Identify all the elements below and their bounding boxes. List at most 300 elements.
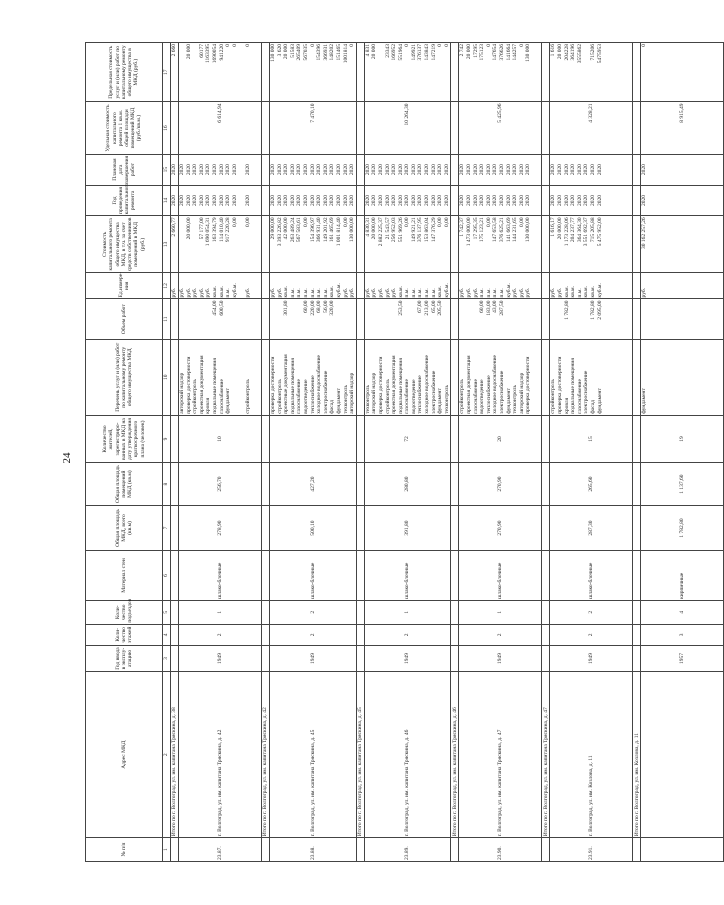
- empty-cell: [262, 43, 270, 102]
- cost-list-line: 1 742,37: [459, 217, 466, 237]
- unit-list-line: кв.м.: [437, 285, 444, 298]
- limit-list-line: 154396: [316, 44, 323, 61]
- work-list-line: фасад: [329, 400, 336, 414]
- cost-list-line: 149 921,21: [410, 217, 417, 243]
- volume-list-line: 68,00: [316, 300, 323, 313]
- unit-list-line: кв.м.: [570, 285, 577, 298]
- floor-count: 3: [641, 624, 724, 645]
- volume-list-line: [385, 300, 392, 337]
- limit-list-line: 0: [437, 44, 444, 47]
- empty-cell: [451, 273, 459, 299]
- limit-list-line: 166952: [391, 44, 398, 61]
- building-row: [550, 43, 633, 862]
- total-area: 278,90: [179, 505, 262, 550]
- cost-list-line: 715 205,88: [590, 217, 596, 243]
- column-header: Коли-чество подъездов: [86, 600, 163, 624]
- floor-count: 2: [270, 624, 357, 645]
- empty-cell: [356, 273, 364, 299]
- empty-cell: [356, 624, 364, 645]
- volume-list: [550, 299, 633, 339]
- column-number: 5: [163, 600, 171, 624]
- cost-list-line: 3 393 226,82: [276, 217, 283, 247]
- date-list-line: 2020: [322, 164, 329, 176]
- year-list-line: 2020: [302, 194, 309, 206]
- volume-list-line: [512, 300, 519, 337]
- year-list: [179, 185, 262, 216]
- volume-list-line: 205,50: [437, 300, 444, 316]
- cost-list-line: 153 863,04: [424, 217, 431, 243]
- unit-list-line: кв.м.: [218, 285, 225, 298]
- date-list-line: 2020: [329, 164, 336, 176]
- limit-list-line: 2 742: [459, 44, 466, 57]
- date-list-line: 2020: [316, 164, 323, 176]
- cost-list-line: 175 123,21: [479, 217, 486, 243]
- year-list-line: 2020: [417, 194, 424, 206]
- empty-cell: [262, 339, 270, 415]
- volume-list-line: [371, 300, 378, 337]
- year-list-line: 2020: [512, 194, 519, 206]
- empty-cell: [633, 505, 641, 550]
- unit-list-line: кв.м.: [583, 285, 590, 298]
- empty-cell: [262, 415, 270, 462]
- empty-cell: [262, 216, 270, 273]
- unit-list-line: руб.: [179, 287, 185, 298]
- total-row: [633, 43, 641, 862]
- column-header: Плановая дата завершения работ: [86, 154, 163, 185]
- column-number: 3: [163, 645, 171, 671]
- premises-area: 280,80: [364, 463, 451, 506]
- work-list-line: стройконтроль: [384, 379, 391, 414]
- date-list: [364, 154, 451, 185]
- commission-year: 1949: [179, 645, 262, 671]
- year-list-line: 2020: [505, 194, 512, 206]
- date-list-line: 2020: [518, 164, 525, 176]
- work-list-line: электроснабжение: [430, 370, 437, 414]
- wall-material: шлако-блочные: [459, 551, 542, 601]
- limit-list-line: 20 000: [557, 44, 564, 60]
- year-list: [270, 185, 357, 216]
- volume-list-line: [444, 300, 451, 337]
- cost-list-line: 256 952,03: [391, 217, 398, 243]
- commission-year: 1949: [550, 645, 633, 671]
- cost-list-line: 42 000,00: [283, 217, 290, 240]
- capital-repair-table: [85, 42, 724, 862]
- empty-cell: [451, 154, 459, 185]
- empty-cell: [356, 299, 364, 339]
- column-number: 11: [163, 299, 171, 339]
- total-label: Итого по г. Волгоград, ул. им. капитана Тряскина, д. 38: [171, 672, 179, 838]
- empty-cell: [633, 339, 641, 415]
- total-area: 287,30: [550, 505, 633, 550]
- unit-list-line: [238, 274, 245, 297]
- empty-cell: [451, 505, 459, 550]
- limit-list-line: 17295: [472, 44, 479, 58]
- unit-list-line: руб.: [518, 287, 525, 298]
- work-list-line: газоснабжение: [472, 379, 479, 414]
- empty-cell: [451, 185, 459, 216]
- date-list-line: 2020: [417, 164, 424, 176]
- year-list-line: 2020: [349, 194, 356, 206]
- work-list-line: фундамент: [596, 388, 603, 414]
- cost-list: [641, 216, 724, 273]
- empty-cell: [633, 273, 641, 299]
- work-list-line: проверка достоверности: [557, 356, 564, 414]
- rotated-table-container: [85, 42, 686, 862]
- work-list-line: холодное водоснабжение: [316, 355, 323, 414]
- wall-material: шлако-блочные: [364, 551, 451, 601]
- empty-cell: [451, 838, 459, 862]
- volume-list-line: [349, 300, 356, 337]
- empty-cell: [542, 415, 550, 462]
- empty-cell: [542, 463, 550, 506]
- cost-list: [179, 216, 262, 273]
- date-list-line: 2020: [198, 164, 205, 176]
- cost-list-line: [238, 217, 245, 271]
- unit-list-line: руб.: [349, 287, 356, 298]
- empty-cell: [542, 624, 550, 645]
- empty-cell: [633, 600, 641, 624]
- limit-list-line: 567035: [302, 44, 309, 61]
- work-list-line: холодное водоснабжение: [424, 355, 431, 414]
- resident-count: 15: [550, 415, 633, 462]
- unit-list: [550, 273, 633, 299]
- volume-list-line: 220,00: [309, 300, 316, 316]
- year-list-line: 2020: [479, 194, 486, 206]
- unit-list-line: п.м.: [302, 288, 309, 298]
- work-list-line: газоснабжение: [296, 379, 303, 414]
- empty-cell: [633, 43, 641, 102]
- work-list-line: проектные документация: [283, 354, 290, 414]
- cost-list: [364, 216, 451, 273]
- building-address: г. Волгоград, ул. им. капитана Тряскина, д. 46: [364, 672, 451, 838]
- column-header: Коли-чество этажей: [86, 624, 163, 645]
- total-label: Итого по г. Волгоград, ул. им. капитана Тряскина, д. 42: [262, 672, 270, 838]
- date-list-line: 2020: [479, 164, 486, 176]
- unit-list-line: куб.м.: [231, 283, 238, 298]
- building-address: г. Волгоград, ул. им. капитана Тряскина, д. 42: [179, 672, 262, 838]
- limit-list-line: 0: [349, 44, 356, 47]
- work-list-line: фундамент: [641, 388, 648, 414]
- limit-list-line: 147219: [430, 44, 437, 61]
- row-number: 23.91.: [550, 838, 633, 862]
- unit-list-line: руб.: [270, 287, 276, 298]
- column-header: Перечень услуг и (или) работ по капитальному ремонту общего имущества МКД: [86, 339, 163, 415]
- empty-cell: [542, 102, 550, 154]
- empty-cell: [633, 463, 641, 506]
- unit-list: [270, 273, 357, 299]
- building-address: г. Волгоград, ул. им. капитана Тряскина, д. 47: [459, 672, 542, 838]
- unit-list-line: п.м.: [430, 288, 437, 298]
- work-list-line: техконтроль: [364, 385, 371, 414]
- year-list-line: 2020: [437, 194, 444, 206]
- year-list-line: 2020: [525, 194, 532, 206]
- wall-material: шлако-блочные: [270, 551, 357, 601]
- volume-list-line: [245, 300, 252, 337]
- work-list-line: проверка достоверности: [185, 356, 192, 414]
- work-list-line: фундамент: [335, 388, 342, 414]
- volume-list-line: [225, 300, 232, 337]
- year-list-line: 2020: [225, 194, 232, 206]
- year-list-line: 2020: [459, 194, 466, 206]
- limit-list-line: 0: [244, 44, 251, 47]
- specific-cost: 4 328,21: [550, 102, 633, 154]
- total-limit: 2 660: [171, 43, 179, 102]
- work-list-line: проектная документация: [198, 355, 205, 414]
- cost-list-line: 154 396,97: [309, 217, 316, 243]
- limit-list-line: 0: [443, 44, 450, 47]
- cost-list-line: 1 616,17: [550, 217, 557, 237]
- year-list-line: 2020: [296, 194, 303, 206]
- cost-list-line: 917 220,28: [225, 217, 232, 243]
- date-list-line: 2020: [563, 164, 570, 176]
- empty-cell: [451, 415, 459, 462]
- column-header: Ед.измере-ния: [86, 273, 163, 299]
- unit-list-line: кв.м.: [211, 285, 218, 298]
- year-list-line: 2020: [641, 194, 648, 206]
- empty-cell: [542, 339, 550, 415]
- cost-list-line: 2 882 225,37: [377, 217, 384, 247]
- empty-cell: [356, 43, 364, 102]
- empty-cell: [262, 102, 270, 154]
- cost-list-line: [179, 217, 186, 271]
- date-list-line: 2020: [641, 164, 648, 176]
- unit-list-line: кв.м.: [590, 285, 596, 298]
- work-list-line: фундамент: [225, 388, 232, 414]
- column-header: Стоимость капитального ремонта общего имущества МКД, в т.ч. за счет средств собственников помещений в МКД (руб.): [86, 216, 163, 273]
- cost-list-line: 130 000,00: [525, 217, 532, 243]
- empty-cell: [542, 645, 550, 671]
- row-number: 23.90.: [459, 838, 542, 862]
- column-header: Адрес МКД: [86, 672, 163, 838]
- empty-cell: [451, 43, 459, 102]
- total-label: Итого по г. Волгоград, ул. им. капитана Тряскина, д. 45: [356, 672, 364, 838]
- year-list-line: 2020: [384, 194, 391, 206]
- limit-list-line: [192, 44, 199, 100]
- volume-list-line: 1 782,80: [563, 300, 570, 320]
- year-list-line: 2020: [231, 194, 238, 206]
- row-number: [641, 838, 724, 862]
- column-number: 9: [163, 415, 171, 462]
- work-list-line: стройконтроль: [244, 379, 251, 414]
- year-list-line: 2020: [424, 194, 431, 206]
- cost-list-line: 0,00: [231, 217, 238, 228]
- limit-list-line: 151465: [335, 44, 342, 61]
- volume-list-line: [179, 300, 186, 337]
- cost-list-line: 163 394,79: [211, 217, 218, 243]
- year-list-line: 2020: [371, 194, 378, 206]
- year-list-line: 2020: [322, 194, 329, 206]
- year-list-line: 2020: [316, 194, 323, 206]
- limit-list-line: 149921: [410, 44, 417, 61]
- cost-list: [550, 216, 633, 273]
- unit-list: [364, 273, 451, 299]
- unit-list-line: руб.: [466, 287, 473, 298]
- volume-list-line: 301,80: [283, 300, 290, 316]
- volume-list-line: [186, 300, 193, 337]
- volume-list-line: 56,00: [322, 300, 329, 313]
- year-list-line: 2020: [576, 194, 583, 206]
- volume-list-line: [641, 300, 648, 337]
- empty-cell: [262, 273, 270, 299]
- empty-cell: [633, 551, 641, 601]
- column-header: Общая площадь МКД, всего (кв.м): [86, 505, 163, 550]
- empty-cell: [633, 154, 641, 185]
- volume-list-line: [270, 300, 277, 337]
- date-list-line: 2020: [499, 164, 505, 176]
- volume-list-line: 253,50: [397, 300, 404, 316]
- unit-list: [179, 273, 262, 299]
- limit-list-line: 941220: [218, 44, 225, 61]
- work-list-line: водоотведение: [302, 379, 309, 414]
- work-list-line: техконтроль: [443, 385, 450, 414]
- year-list-line: 2020: [364, 194, 371, 206]
- date-list-line: 2020: [404, 164, 411, 176]
- work-list-line: техконтроль: [512, 385, 519, 414]
- date-list-line: 2020: [296, 164, 303, 176]
- volume-list-line: [570, 300, 577, 337]
- unit-list-line: руб.: [342, 287, 349, 298]
- total-row: [356, 43, 364, 862]
- date-list-line: 2020: [384, 164, 391, 176]
- empty-cell: [262, 645, 270, 671]
- unit-list-line: п.м.: [485, 288, 492, 298]
- year-list-line: 2020: [289, 194, 296, 206]
- unit-list-line: руб.: [391, 287, 398, 298]
- total-area: 391,80: [364, 505, 451, 550]
- unit-list-line: п.м.: [417, 288, 424, 298]
- cost-list-line: 17 295,35: [472, 217, 479, 240]
- date-list-line: 2020: [397, 164, 404, 176]
- total-area: 270,90: [459, 505, 542, 550]
- limit-list-line: 130 000: [525, 44, 532, 62]
- limit-list-line: 0: [485, 44, 492, 47]
- cost-list-line: 0,00: [342, 217, 349, 228]
- cost-list-line: 376 137,95: [417, 217, 424, 243]
- work-list-line: кровля: [563, 397, 570, 414]
- limit-list: [641, 43, 724, 102]
- year-list-line: 2020: [211, 194, 218, 206]
- floor-count: 2: [550, 624, 633, 645]
- limit-list-line: 20 000: [371, 44, 378, 60]
- work-list: [550, 339, 633, 415]
- limit-list-line: 376137: [417, 44, 424, 61]
- date-list-line: 2020: [270, 164, 276, 176]
- unit-list-line: руб.: [641, 287, 648, 298]
- year-list-line: 2020: [205, 194, 212, 206]
- cost-list-line: 0,00: [437, 217, 444, 228]
- empty-cell: [356, 102, 364, 154]
- date-list-line: 2020: [466, 164, 473, 176]
- column-header: Предельная стоимость услуг и (или) работ по капитальному ремонту общего имущества в МКД (руб.): [86, 43, 163, 102]
- empty-cell: [356, 505, 364, 550]
- empty-cell: [633, 185, 641, 216]
- unit-list-line: кв.м.: [283, 285, 290, 298]
- column-number: 6: [163, 551, 171, 601]
- limit-list-line: 1001814: [342, 44, 349, 64]
- work-list: [641, 339, 724, 415]
- unit-list-line: кв.м.: [329, 285, 336, 298]
- date-list-line: 2020: [211, 164, 218, 176]
- limit-list: [459, 43, 542, 102]
- cost-list-line: 376 625,21: [499, 217, 505, 243]
- date-list-line: 2020: [377, 164, 384, 176]
- volume-list-line: [506, 300, 513, 337]
- empty-cell: [633, 415, 641, 462]
- empty-cell: [542, 299, 550, 339]
- empty-cell: [262, 600, 270, 624]
- work-list-line: подвальные помещения: [570, 358, 577, 414]
- cost-list: [270, 216, 357, 273]
- resident-count: 72: [364, 415, 451, 462]
- year-list-line: [238, 187, 245, 215]
- empty-cell: [356, 600, 364, 624]
- work-list-line: стройконтроль: [459, 379, 466, 414]
- limit-list-line: 715206: [590, 44, 596, 61]
- volume-list: [179, 299, 262, 339]
- column-number: 17: [163, 43, 171, 102]
- cost-list-line: 1 690 054,31: [205, 217, 212, 247]
- date-list-line: 2020: [472, 164, 479, 176]
- unit-list-line: п.м.: [289, 288, 296, 298]
- cost-list-line: 0,00: [302, 217, 309, 228]
- date-list-line: 2020: [443, 164, 450, 176]
- entrance-count: 1: [364, 600, 451, 624]
- date-list-line: 2020: [576, 164, 583, 176]
- unit-list-line: руб.: [384, 287, 391, 298]
- empty-cell: [356, 415, 364, 462]
- work-list-line: газоснабжение: [576, 379, 583, 414]
- building-address: г. Волгоград, ул. им. капитана Тряскина, д. 45: [270, 672, 357, 838]
- date-list-line: 2020: [505, 164, 512, 176]
- work-list-line: проектная документация: [391, 355, 398, 414]
- volume-list-line: [391, 300, 398, 337]
- premises-area: 1 137,60: [641, 463, 724, 506]
- total-cost: 2 660,77: [171, 216, 179, 273]
- limit-list: [364, 43, 451, 102]
- date-list-line: 2020: [570, 164, 577, 176]
- unit-list-line: куб.м.: [505, 283, 512, 298]
- volume-list: [364, 299, 451, 339]
- empty-cell: [542, 838, 550, 862]
- work-list: [270, 339, 357, 415]
- cost-list-line: 161 465,69: [329, 217, 336, 243]
- limit-list-line: 130 000: [270, 44, 276, 62]
- work-list-line: электроснабжение: [499, 370, 505, 414]
- volume-list-line: [238, 300, 245, 337]
- volume-list-line: [192, 300, 199, 337]
- date-list: [641, 154, 724, 185]
- volume-list-line: [199, 300, 206, 337]
- cost-list-line: [192, 217, 199, 271]
- date-list-line: 2020: [309, 164, 316, 176]
- date-list-line: 2020: [424, 164, 431, 176]
- volume-list: [641, 299, 724, 339]
- resident-count: 20: [459, 415, 542, 462]
- volume-list-line: [343, 300, 350, 337]
- volume-list-line: [466, 300, 473, 337]
- year-list-line: 2020: [377, 194, 384, 206]
- work-list-line: стройконтроль: [550, 379, 557, 414]
- cost-list-line: 29 000,00: [270, 217, 276, 240]
- cost-list-line: 141 663,69: [505, 217, 512, 243]
- limit-list: [179, 43, 262, 102]
- empty-cell: [633, 299, 641, 339]
- volume-list-line: 213,00: [424, 300, 431, 316]
- empty-cell: [262, 299, 270, 339]
- date-list-line: 2020: [430, 164, 437, 176]
- date-list-line: 2020: [371, 164, 378, 176]
- specific-cost: 7 470,10: [270, 102, 357, 154]
